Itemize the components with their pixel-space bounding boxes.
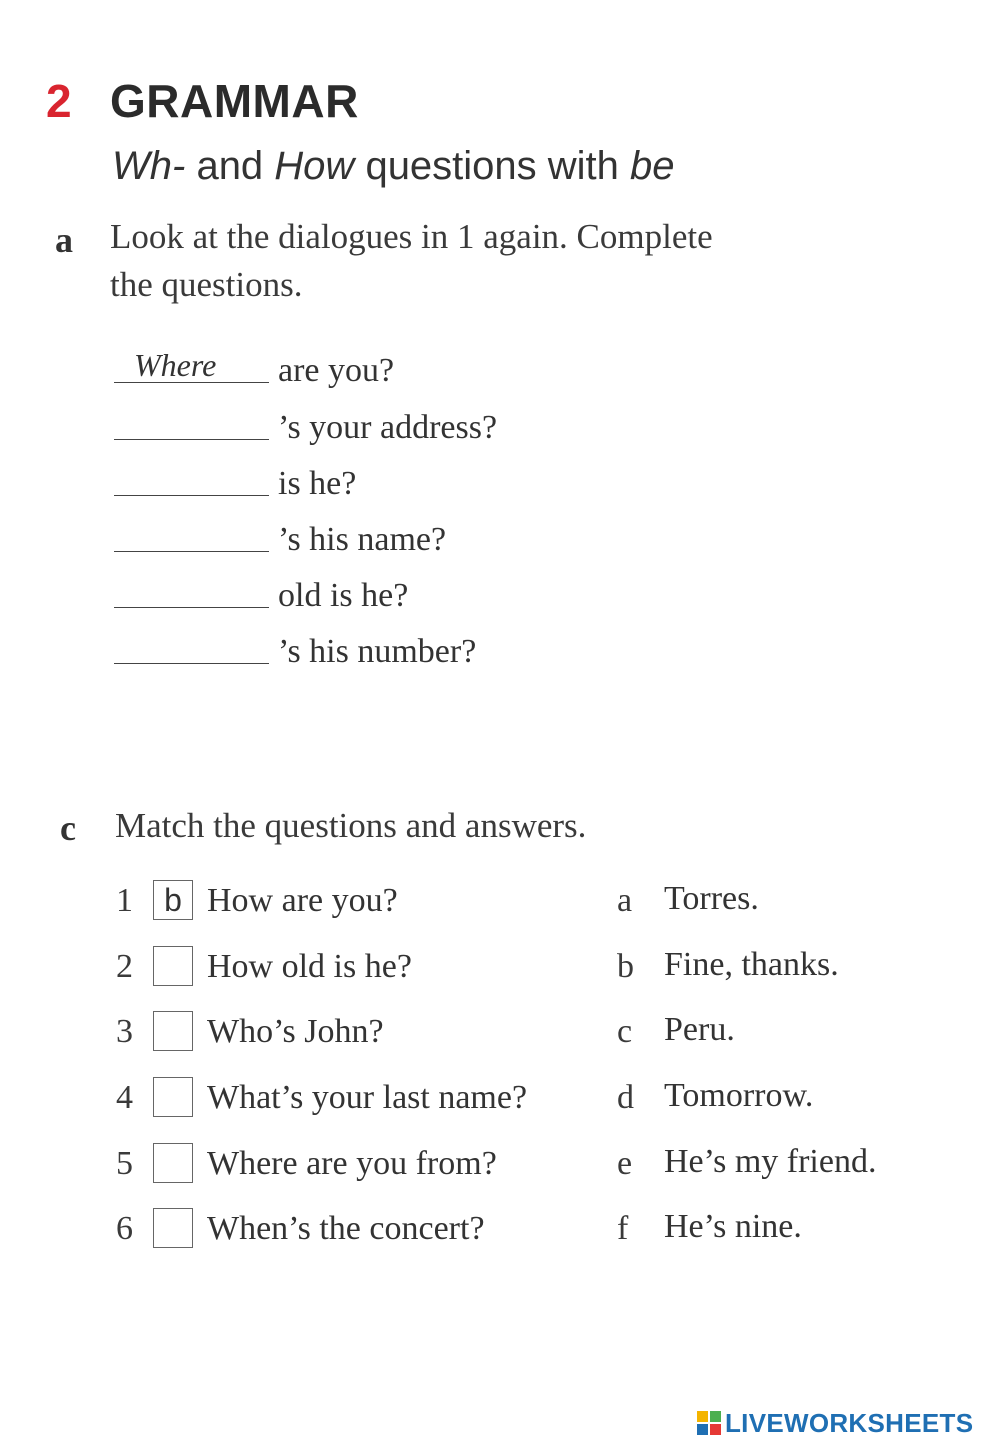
match-question-3: Who’s John?	[207, 1013, 384, 1050]
subtitle-wh: Wh-	[112, 144, 186, 188]
match-letter-b: b	[617, 948, 634, 985]
question-text-6: ’s his number?	[278, 633, 477, 670]
answer-blank-4[interactable]	[114, 513, 269, 552]
question-row-4	[114, 513, 674, 558]
liveworksheets-logo-text: LIVEWORKSHEETS	[725, 1408, 974, 1438]
answer-blank-5[interactable]	[114, 569, 269, 608]
match-answer-d: Tomorrow.	[664, 1077, 814, 1114]
exercise-c-instruction: Match the questions and answers.	[115, 806, 587, 845]
exercise-a-label: a	[55, 220, 73, 260]
section-subtitle	[112, 146, 675, 186]
question-row-2	[114, 401, 674, 446]
match-box-1[interactable]	[153, 880, 193, 920]
match-question-6: When’s the concert?	[207, 1210, 485, 1247]
match-number-6: 6	[116, 1210, 133, 1247]
section-number: 2	[46, 75, 72, 127]
match-letter-c: c	[617, 1013, 633, 1050]
question-row-1	[114, 344, 674, 389]
subtitle-be: be	[630, 144, 675, 188]
answer-blank-1[interactable]	[114, 344, 269, 383]
match-letter-f: f	[617, 1210, 629, 1247]
match-number-1: 1	[116, 882, 133, 919]
match-box-2[interactable]	[153, 946, 193, 986]
answer-blank-2[interactable]	[114, 401, 269, 440]
subtitle-how: How	[274, 144, 355, 188]
question-row-5	[114, 569, 674, 614]
liveworksheets-logo[interactable]	[697, 1409, 995, 1437]
match-question-5: Where are you from?	[207, 1145, 497, 1182]
question-text-1: are you?	[278, 352, 395, 389]
match-number-2: 2	[116, 948, 133, 985]
match-number-3: 3	[116, 1013, 133, 1050]
match-question-4: What’s your last name?	[207, 1079, 528, 1116]
match-box-3[interactable]	[153, 1011, 193, 1051]
match-question-2: How old is he?	[207, 948, 412, 985]
answer-blank-3[interactable]	[114, 457, 269, 496]
match-letter-a: a	[617, 882, 633, 919]
exercise-a-instruction	[110, 213, 713, 309]
question-text-3: is he?	[278, 465, 357, 502]
exercise-c-label: c	[60, 808, 76, 848]
match-number-5: 5	[116, 1145, 133, 1182]
answer-blank-6[interactable]	[114, 625, 269, 664]
subtitle-questions-with: questions with	[354, 144, 631, 188]
match-question-1: How are you?	[207, 882, 398, 919]
question-row-3	[114, 457, 674, 502]
match-answer-b: Fine, thanks.	[664, 946, 839, 983]
match-letter-e: e	[617, 1145, 633, 1182]
question-text-4: ’s his name?	[278, 521, 447, 558]
exercise-a-instruction-line2: the questions.	[110, 265, 303, 304]
liveworksheets-logo-icon	[697, 1411, 721, 1435]
exercise-a-instruction-line1: Look at the dialogues in 1 again. Complete	[110, 217, 713, 256]
match-box-4[interactable]	[153, 1077, 193, 1117]
match-box-6[interactable]	[153, 1208, 193, 1248]
answer-text-1: Where	[134, 347, 217, 383]
match-box-5[interactable]	[153, 1143, 193, 1183]
section-title: GRAMMAR	[110, 75, 359, 127]
question-text-2: ’s your address?	[278, 409, 498, 446]
match-number-4: 4	[116, 1079, 133, 1116]
match-answer-f: He’s nine.	[664, 1208, 802, 1245]
question-text-5: old is he?	[278, 577, 409, 614]
match-answer-a: Torres.	[664, 880, 759, 917]
subtitle-and: and	[185, 144, 275, 188]
match-answer-c: Peru.	[664, 1011, 735, 1048]
match-answer-e: He’s my friend.	[664, 1143, 877, 1180]
match-box-answer-1: b	[164, 882, 182, 918]
question-row-6	[114, 625, 674, 670]
match-letter-d: d	[617, 1079, 634, 1116]
